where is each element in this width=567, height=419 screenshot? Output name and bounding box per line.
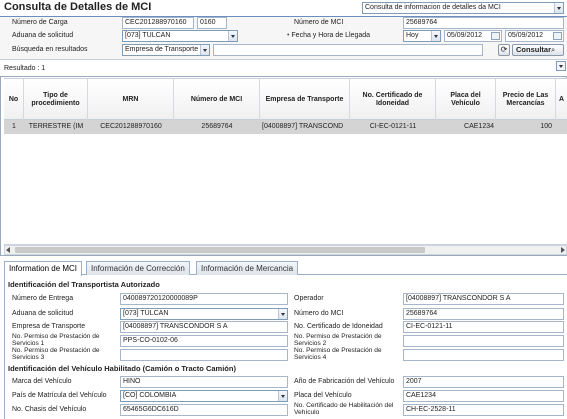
col-tipo[interactable]: Tipo de procedimiento [24,79,88,120]
scroll-left-icon[interactable] [6,247,10,253]
permiso2-label: No. Permiso de Prestación de Servicios 2 [294,333,382,347]
tab-correccion[interactable]: Información de Corrección [86,261,190,275]
horizontal-scrollbar[interactable] [4,245,567,255]
cell-placa: CAE1234 [464,123,494,130]
chevron-down-icon [278,309,287,319]
calendar-icon[interactable] [553,32,562,40]
refresh-icon[interactable]: ⟳ [498,44,510,56]
fecha-label-text: Fecha y Hora de Llegada [291,32,371,39]
consultar-label: Consultar [516,45,552,54]
col-mci[interactable]: Número de MCI [174,79,260,120]
scroll-right-icon[interactable] [561,247,565,253]
numero-mci-label: Número de MCI [294,19,344,26]
marca-label: Marca del Vehículo [12,378,72,385]
permiso4-label: No. Permiso de Prestación de Servicios 4 [294,347,382,361]
permiso4-field[interactable] [403,349,564,361]
fecha-to-input[interactable] [505,30,564,42]
calendar-icon[interactable] [491,32,500,40]
detail-empresa-label: Empresa de Transporte [12,323,86,330]
numero-carga-input[interactable]: CEC201288970160 [122,17,194,29]
fecha-option-value: Hoy [406,32,419,39]
section-transportista-title: Identificación del Transportista Autorizado [8,280,160,289]
tab-mercancia[interactable]: Información de Mercancia [196,261,298,275]
cell-no: 1 [12,123,16,130]
numero-entrega-field[interactable]: 040089720120000089P [120,293,288,305]
col-no[interactable]: No [4,79,24,120]
chasis-field[interactable]: 65465G6DC616D [120,404,288,416]
page-title: Consulta de Detalles de MCI [4,1,152,13]
chevron-down-icon [554,3,563,13]
chasis-label: No. Chasis del Vehículo [12,406,87,413]
col-a[interactable]: A [558,95,565,103]
chevron-down-icon [228,31,237,41]
section-vehiculo-title: Identificación del Vehículo Habilitado (Camión o Tracto Camión) [8,364,236,373]
numero-mci-input[interactable]: 25689764 [403,17,564,29]
fecha-label [287,31,370,41]
permiso1-field[interactable]: PPS-CO-0102-06 [120,335,288,347]
operador-label: Operador [294,295,324,302]
col-precio[interactable]: Precio de Las Mercancías [496,79,556,120]
anio-field[interactable]: 2007 [403,376,564,388]
placa-label: Placa del Vehículo [294,392,352,399]
marca-field[interactable]: HINO [120,376,288,388]
operador-field[interactable]: [04008897] TRANSCONDOR S A [403,293,564,305]
detail-tabs [4,261,567,275]
pais-label: País de Matrícula del Vehículo [12,392,107,399]
aduana-select-value: [073] TULCAN [125,32,171,39]
permiso1-label: No. Permiso de Prestación de Servicios 1 [12,333,100,347]
permiso3-field[interactable] [120,349,288,361]
chevron-down-icon [278,391,287,401]
detail-aduana-value: [073] TULCAN [123,310,169,317]
magnifier-icon: ⌕ [551,45,556,54]
detail-aduana-label: Aduana de solicitud [12,310,74,317]
col-placa[interactable]: Placa del Vehículo [436,79,496,120]
cell-precio: 100 [540,123,552,130]
cell-tipo: TERRESTRE (IM [28,123,84,130]
results-count: Resultado : 1 [4,65,46,72]
permiso2-field[interactable] [403,335,564,347]
col-mrn[interactable]: MRN [88,79,174,120]
grid-header [4,78,567,120]
anio-label: Año de Fabricación del Vehículo [294,378,395,385]
tab-information-mci[interactable]: Information de MCI [4,261,82,276]
chevron-down-icon [200,45,209,55]
detail-numero-mci-label: Número do MCI [294,310,344,317]
chevron-down-icon [559,65,563,68]
detail-aduana-select[interactable] [120,308,288,320]
detail-cert-field[interactable]: CI-EC-0121-11 [403,321,564,333]
cell-mci: 25689764 [201,123,233,130]
cell-certificado: CI-EC-0121-11 [369,123,417,130]
detail-empresa-field[interactable]: [04008897] TRANSCONDOR S A [120,321,288,333]
required-marker: • [287,32,292,39]
fecha-from-input[interactable] [444,30,502,42]
busqueda-field-select[interactable] [122,44,210,56]
view-select[interactable] [362,2,564,14]
results-divider [0,59,567,60]
busqueda-field-value: Empresa de Transporte [125,46,199,53]
detail-numero-mci-field[interactable]: 25689764 [403,308,564,320]
aduana-select[interactable] [122,30,238,42]
numero-carga-suffix-input[interactable]: 0160 [197,17,227,29]
fecha-option-select[interactable] [403,30,441,42]
busqueda-label: Búsqueda en resultados [12,46,88,53]
pais-value: [CO] COLOMBIA [123,392,177,399]
results-options-button[interactable] [556,61,566,71]
habilitacion-label: No. Certificado de Habilitación del Vehículo [294,402,394,416]
numero-carga-label: Número de Carga [12,19,68,26]
busqueda-input[interactable] [213,44,483,56]
fecha-to-value: 05/09/2012 [508,32,544,39]
aduana-label: Aduana de solicitud [12,32,74,39]
placa-field[interactable]: CAE1234 [403,390,564,402]
permiso3-label: No. Permiso de Prestación de Servicios 3 [12,347,100,361]
col-empresa[interactable]: Empresa de Transporte [260,79,350,120]
detail-cert-label: No. Certificado de Idoneidad [294,323,383,330]
grid-empty-area [4,134,567,245]
fecha-from-value: 05/09/2012 [447,32,483,39]
cell-mrn: CEC201288970160 [100,123,162,130]
numero-entrega-label: Número de Entrega [12,295,74,302]
pais-select[interactable] [120,390,288,402]
consultar-button[interactable] [512,44,564,56]
col-certificado[interactable]: No. Certificado de Idoneidad [350,79,436,120]
scroll-thumb[interactable] [15,247,425,253]
chevron-down-icon [431,31,440,41]
view-select-value: Consulta de informacion de detalles da MCI [365,4,501,11]
table-row[interactable] [4,120,567,134]
cell-empresa: [04008897] TRANSCOND [262,123,344,130]
habilitacion-field[interactable]: CH-EC-2528-11 [403,404,564,416]
